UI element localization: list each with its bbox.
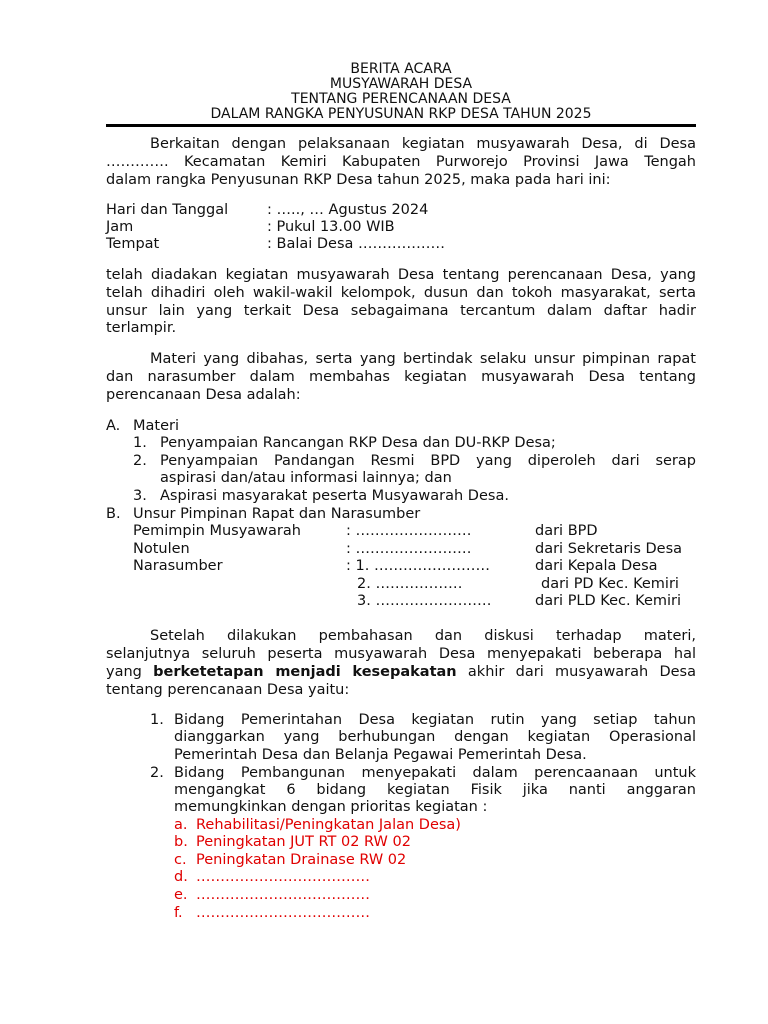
role-origin: dari Sekretaris Desa [535, 541, 683, 557]
section-a-marker: A. [106, 418, 121, 434]
header-rule [106, 124, 696, 127]
priority-text: Peningkatan JUT RT 02 RW 02 [196, 834, 411, 850]
para4-line-2: selanjutnya seluruh peserta musyawarah Desa menyepakati beberapa hal [106, 646, 696, 662]
priority-text: ……………………………… [196, 869, 370, 885]
priority-letter: a. [174, 817, 188, 833]
time-label: Jam [106, 219, 134, 235]
section-a-item-number: 2. [133, 453, 147, 469]
title-line-1: BERITA ACARA [350, 61, 452, 77]
para4-line-1: Setelah dilakukan pembahasan dan diskusi terhadap materi, [150, 628, 696, 644]
priority-text: Peningkatan Drainase RW 02 [196, 852, 407, 868]
title-line-4: DALAM RANGKA PENYUSUNAN RKP DESA TAHUN 2025 [210, 106, 592, 122]
agreement-emphasis: berketetapan menjadi kesepakatan [153, 664, 457, 680]
para2-line-1: telah diadakan kegiatan musyawarah Desa tentang perencanaan Desa, yang [106, 267, 696, 283]
role-value: : …………………… [346, 523, 472, 539]
role-value: 3. …………………… [357, 593, 492, 609]
priority-text: Rehabilitasi/Peningkatan Jalan Desa) [196, 817, 461, 833]
section-a-item-text-cont: aspirasi dan/atau informasi lainnya; dan [160, 470, 452, 486]
para2-line-4: terlampir. [106, 320, 177, 336]
role-label: Pemimpin Musyawarah [133, 523, 301, 539]
priority-text: ……………………………… [196, 905, 370, 921]
role-origin: dari PD Kec. Kemiri [541, 576, 679, 592]
para3-line-1: Materi yang dibahas, serta yang bertindak selaku unsur pimpinan rapat [150, 351, 696, 367]
role-label: Notulen [133, 541, 190, 557]
section-a-item-text: Aspirasi masyarakat peserta Musyawarah Desa. [160, 488, 509, 504]
para2-line-3: unsur lain yang terkait Desa sebagaimana tercantum dalam daftar hadir [106, 303, 696, 319]
decision-text-cont: dianggarkan yang berhubungan dengan kegiatan Operasional [174, 729, 696, 745]
decision-number: 2. [150, 765, 164, 781]
place-value: : Balai Desa ……………… [267, 236, 446, 252]
title-line-2: MUSYAWARAH DESA [329, 76, 473, 92]
decision-text-cont: Pemerintah Desa dan Belanja Pegawai Pemerintah Desa. [174, 747, 587, 763]
priority-letter: b. [174, 834, 188, 850]
place-label: Tempat [106, 236, 160, 252]
section-b-title: Unsur Pimpinan Rapat dan Narasumber [133, 506, 421, 522]
section-a-item-number: 3. [133, 488, 147, 504]
para3-line-3: perencanaan Desa adalah: [106, 387, 301, 403]
para3-line-2: dan narasumber dalam membahas kegiatan musyawarah Desa tentang [106, 369, 696, 385]
para4-line-3-pre: yang [106, 664, 154, 680]
para4-line-4: tentang perencanaan Desa yaitu: [106, 682, 350, 698]
title-line-3: TENTANG PERENCANAAN DESA [291, 91, 511, 107]
role-origin: dari Kepala Desa [535, 558, 658, 574]
section-a-item-text: Penyampaian Pandangan Resmi BPD yang diperoleh dari serap [160, 453, 696, 469]
intro-line-3: dalam rangka Penyusunan RKP Desa tahun 2025, maka pada hari ini: [106, 172, 611, 188]
date-value: : ….., … Agustus 2024 [267, 202, 429, 218]
decision-text-cont: memungkinkan dengan prioritas kegiatan : [174, 799, 488, 815]
role-label: Narasumber [133, 558, 223, 574]
decision-text: Bidang Pembangunan menyepakati dalam perencaanaan untuk [174, 765, 696, 781]
decision-text: Bidang Pemerintahan Desa kegiatan rutin yang setiap tahun [174, 712, 696, 728]
section-a-title: Materi [133, 418, 179, 434]
date-label: Hari dan Tanggal [106, 202, 229, 218]
intro-line-2: …………. Kecamatan Kemiri Kabupaten Purworejo Provinsi Jawa Tengah [106, 154, 696, 170]
role-value: : 1. …………………… [346, 558, 490, 574]
priority-letter: e. [174, 887, 188, 903]
decision-text-cont: mengangkat 6 bidang kegiatan Fisik jika nanti anggaran [174, 782, 696, 798]
priority-text: ……………………………… [196, 887, 370, 903]
decision-number: 1. [150, 712, 164, 728]
priority-letter: f. [174, 905, 183, 921]
role-value: : …………………… [346, 541, 472, 557]
para4-line-3 [106, 664, 696, 681]
para2-line-2: telah dihadiri oleh wakil-wakil kelompok, dusun dan tokoh masyarakat, serta [106, 285, 696, 301]
section-b-marker: B. [106, 506, 121, 522]
section-a-item-number: 1. [133, 435, 147, 451]
priority-letter: c. [174, 852, 187, 868]
time-value: : Pukul 13.00 WIB [267, 219, 395, 235]
para4-line-3-post: akhir dari musyawarah Desa [456, 664, 696, 680]
section-a-item-text: Penyampaian Rancangan RKP Desa dan DU-RKP Desa; [160, 435, 556, 451]
role-origin: dari PLD Kec. Kemiri [535, 593, 682, 609]
role-origin: dari BPD [535, 523, 598, 539]
priority-letter: d. [174, 869, 188, 885]
intro-line-1: Berkaitan dengan pelaksanaan kegiatan musyawarah Desa, di Desa [150, 136, 696, 152]
role-value: 2. ……………… [357, 576, 463, 592]
